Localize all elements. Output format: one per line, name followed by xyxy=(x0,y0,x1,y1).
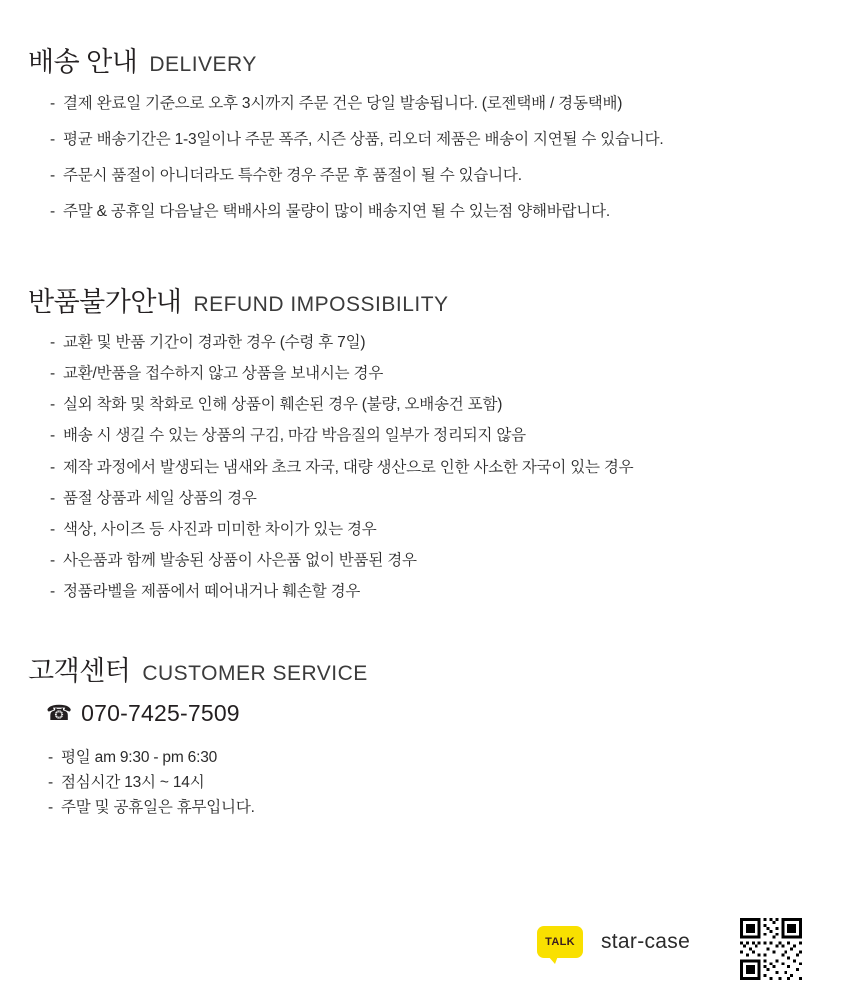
bullet-dash: - xyxy=(50,520,55,538)
bullet-dash: - xyxy=(50,365,55,383)
refund-heading-kr: 반품불가안내 xyxy=(28,286,182,317)
list-item-text: 품절 상품과 세일 상품의 경우 xyxy=(63,489,257,507)
bullet-dash: - xyxy=(50,489,55,507)
list-item xyxy=(50,331,860,355)
kakaotalk-icon[interactable] xyxy=(537,926,583,958)
list-item xyxy=(50,128,860,152)
bullet-dash: - xyxy=(48,749,53,767)
list-item xyxy=(50,92,860,116)
list-item-text: 교환 및 반품 기간이 경과한 경우 (수령 후 7일) xyxy=(63,334,366,352)
list-item-text: 평일 am 9:30 - pm 6:30 xyxy=(61,749,218,767)
delivery-heading-en: DELIVERY xyxy=(149,53,257,76)
refund-section xyxy=(0,236,860,604)
bullet-dash: - xyxy=(50,130,55,148)
list-item-text: 점심시간 13시 ~ 14시 xyxy=(61,774,205,792)
list-item xyxy=(50,424,860,448)
bullet-dash: - xyxy=(50,202,55,220)
bullet-dash: - xyxy=(50,458,55,476)
customer-service-heading xyxy=(28,657,860,687)
list-item-text: 배송 시 생길 수 있는 상품의 구김, 마감 박음질의 일부가 정리되지 않음 xyxy=(63,427,526,445)
refund-list xyxy=(28,331,860,603)
list-item-text: 정품라벨을 제품에서 떼어내거나 훼손할 경우 xyxy=(63,582,361,600)
bullet-dash: - xyxy=(48,799,53,817)
brand-name: star-case xyxy=(601,930,691,953)
bullet-dash: - xyxy=(50,396,55,414)
business-hours-list xyxy=(28,745,860,820)
list-item-text: 사은품과 함께 발송된 상품이 사은품 없이 반품된 경우 xyxy=(63,551,417,569)
list-item-text: 제작 과정에서 발생되는 냄새와 초크 자국, 대량 생산으로 인한 사소한 자국이 있는 경우 xyxy=(63,458,634,476)
list-item-text: 결제 완료일 기준으로 오후 3시까지 주문 건은 당일 발송됩니다. (로젠택배 / 경동택배) xyxy=(63,94,623,112)
bullet-dash: - xyxy=(50,427,55,445)
list-item xyxy=(48,770,860,795)
delivery-list xyxy=(28,92,860,224)
delivery-section xyxy=(0,0,860,224)
list-item xyxy=(50,362,860,386)
list-item xyxy=(50,393,860,417)
refund-heading xyxy=(28,288,860,318)
bullet-dash: - xyxy=(48,774,53,792)
list-item xyxy=(48,745,860,770)
list-item xyxy=(50,200,860,224)
footer-brand-row xyxy=(0,918,860,978)
customer-service-heading-kr: 고객센터 xyxy=(28,655,131,686)
phone-number: 070-7425-7509 xyxy=(81,700,240,727)
list-item xyxy=(50,580,860,604)
list-item xyxy=(48,795,860,820)
list-item xyxy=(50,518,860,542)
list-item-text: 주말 및 공휴일은 휴무입니다. xyxy=(61,799,255,817)
bullet-dash: - xyxy=(50,582,55,600)
customer-service-heading-en: CUSTOMER SERVICE xyxy=(142,661,368,685)
delivery-heading xyxy=(28,48,860,78)
bullet-dash: - xyxy=(50,94,55,112)
bullet-dash: - xyxy=(50,166,55,184)
list-item xyxy=(50,456,860,480)
list-item-text: 평균 배송기간은 1-3일이나 주문 폭주, 시즌 상품, 리오더 제품은 배송이 지연될 수 있습니다. xyxy=(63,130,664,148)
list-item-text: 교환/반품을 접수하지 않고 상품을 보내시는 경우 xyxy=(63,365,384,383)
refund-heading-en: REFUND IMPOSSIBILITY xyxy=(193,292,449,316)
list-item-text: 주말 & 공휴일 다음날은 택배사의 물량이 많이 배송지연 될 수 있는점 양해바랍니다. xyxy=(63,202,610,220)
list-item-text: 실외 착화 및 착화로 인해 상품이 훼손된 경우 (불량, 오배송건 포함) xyxy=(63,396,503,414)
list-item xyxy=(50,164,860,188)
qr-code[interactable] xyxy=(740,918,802,980)
telephone-icon: ☎ xyxy=(46,702,73,726)
list-item xyxy=(50,487,860,511)
kakaotalk-label: TALK xyxy=(545,936,575,948)
bullet-dash: - xyxy=(50,551,55,569)
list-item-text: 색상, 사이즈 등 사진과 미미한 차이가 있는 경우 xyxy=(63,520,377,538)
bullet-dash: - xyxy=(50,334,55,352)
customer-service-section xyxy=(0,611,860,821)
delivery-heading-kr: 배송 안내 xyxy=(28,47,138,77)
phone-row xyxy=(28,700,860,727)
list-item xyxy=(50,549,860,573)
list-item-text: 주문시 품절이 아니더라도 특수한 경우 주문 후 품절이 될 수 있습니다. xyxy=(63,166,522,184)
